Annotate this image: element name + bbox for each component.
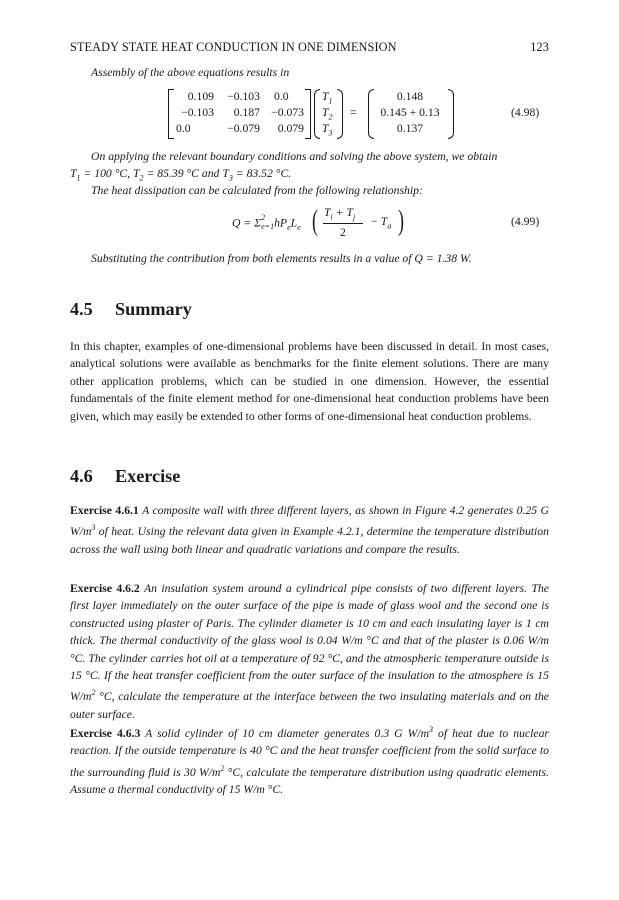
equals-sign: = [350, 106, 357, 119]
exercise-label: Exercise 4.6.1 [70, 504, 139, 517]
ambient-term: − $T_a$ [370, 215, 392, 231]
rhs-value: 0.137 [396, 122, 424, 135]
section-title: Exercise [115, 466, 181, 486]
unknown-t2: $T_2$ [322, 106, 333, 122]
matrix-cell: −0.103 [227, 90, 260, 103]
section-heading [70, 466, 180, 487]
matrix-cell: 0.079 [277, 122, 304, 135]
bc-sentence: On applying the relevant boundary conditions and solving the above system, we obtain [91, 150, 498, 163]
page-number: 123 [530, 40, 549, 54]
fraction-bar [323, 223, 363, 224]
rhs-value: 0.145 + 0.13 [380, 106, 440, 119]
running-head [70, 40, 549, 55]
exercise-label: Exercise 4.6.3 [70, 726, 141, 740]
matrix-cell: 0.109 [187, 90, 214, 103]
matrix-cell: −0.103 [181, 106, 214, 119]
assembly-intro: Assembly of the above equations results in [91, 66, 290, 79]
equation-number: (4.99) [511, 215, 540, 228]
equation-number: (4.98) [511, 106, 540, 119]
fraction-numerator: $T_i + T_j$ [324, 206, 356, 222]
section-number: 4.6 [70, 466, 93, 486]
matrix-cell: 0.187 [233, 106, 260, 119]
section-heading [70, 299, 192, 320]
section-title: Summary [115, 299, 192, 319]
equation-4-99: Q = Σ 2 e=1 $hP_eL_e$ [232, 213, 301, 233]
substituting-sentence: Substituting the contribution from both elements results in a value of Q = 1.38 W. [91, 252, 472, 265]
matrix-right-bracket [305, 89, 311, 139]
matrix-cell: −0.073 [271, 106, 304, 119]
heat-intro: The heat dissipation can be calculated from the following relationship: [91, 184, 423, 197]
unknown-t1: $T_1$ [322, 90, 333, 106]
rhs-right-brace [448, 89, 454, 139]
fraction-denominator: 2 [340, 226, 346, 239]
running-title: STEADY STATE HEAT CONDUCTION IN ONE DIMENSION [70, 40, 397, 54]
matrix-cell: 0.0 [274, 90, 289, 103]
unknown-t3: $T_3$ [322, 122, 333, 138]
exercise-4-6-2: Exercise 4.6.2 An insulation system around a cylindrical pipe consists of two different layers. The first layer immediately on the outer surface of the pipe is made of glass wool and the second one is constructed using plaster of Paris. The cylinder diameter is 10 cm and each insulating layer is 1 cm thick. The thermal conductivity of the glass wool is 0.04 W/m °C and that of the plaster is 0.06 W/m °C. The cylinder carries hot oil at a temperature of 92 °C, and the atmospheric temperature outside is 15 °C. If the heat transfer coefficient from the outer surface of the insulation to the atmosphere is 15 $W/m^2$ °C, calculate the temperature at the interface between the two insulating materials and on the outer surface. [70, 582, 549, 721]
section-number: 4.5 [70, 299, 93, 319]
vector-right-brace [337, 89, 343, 139]
exercise-label: Exercise 4.6.2 [70, 582, 140, 595]
matrix-cell: −0.079 [227, 122, 260, 135]
rhs-value: 0.148 [396, 90, 424, 103]
exercise-4-6-3: Exercise 4.6.3 A solid cylinder of 10 cm diameter generates 0.3 G $W/m^3$ of heat due to nuclear reaction. If the outside temperature is 40 °C and the heat transfer coefficient from the solid surface to the surrounding fluid is 30 $W/m^2$ °C, calculate the temperature distribution using quadratic elements. Assume a thermal conductivity of 15 W/m °C. [70, 725, 549, 796]
summary-paragraph: In this chapter, examples of one-dimensional problems have been discussed in detail. In most cases, analytical solutions were available as benchmarks for the finite element solutions. There are many other application problems, which can be studied in one dimension. However, the essential fundamentals of the finite element method for one-dimensional heat conduction problems have been given, which may easily be extended to other forms of one-dimensional heat conduction problems. [70, 340, 549, 423]
temperature-results: $T_1 = 100$ °C, $T_2 = 85.39$ °C and $T_3 = 83.52$ °C. [70, 167, 292, 183]
vector-left-brace [314, 89, 320, 139]
paren-right: ) [398, 204, 404, 237]
paren-left: ( [312, 204, 318, 237]
matrix-cell: 0.0 [176, 122, 191, 135]
exercise-4-6-1: Exercise 4.6.1 A composite wall with three different layers, as shown in Figure 4.2 generates 0.25 G $W/m^3$ of heat. Using the relevant data given in Example 4.2.1, determine the temperature distribution across the wall using both linear and quadratic variations and compare the results. [70, 504, 549, 556]
